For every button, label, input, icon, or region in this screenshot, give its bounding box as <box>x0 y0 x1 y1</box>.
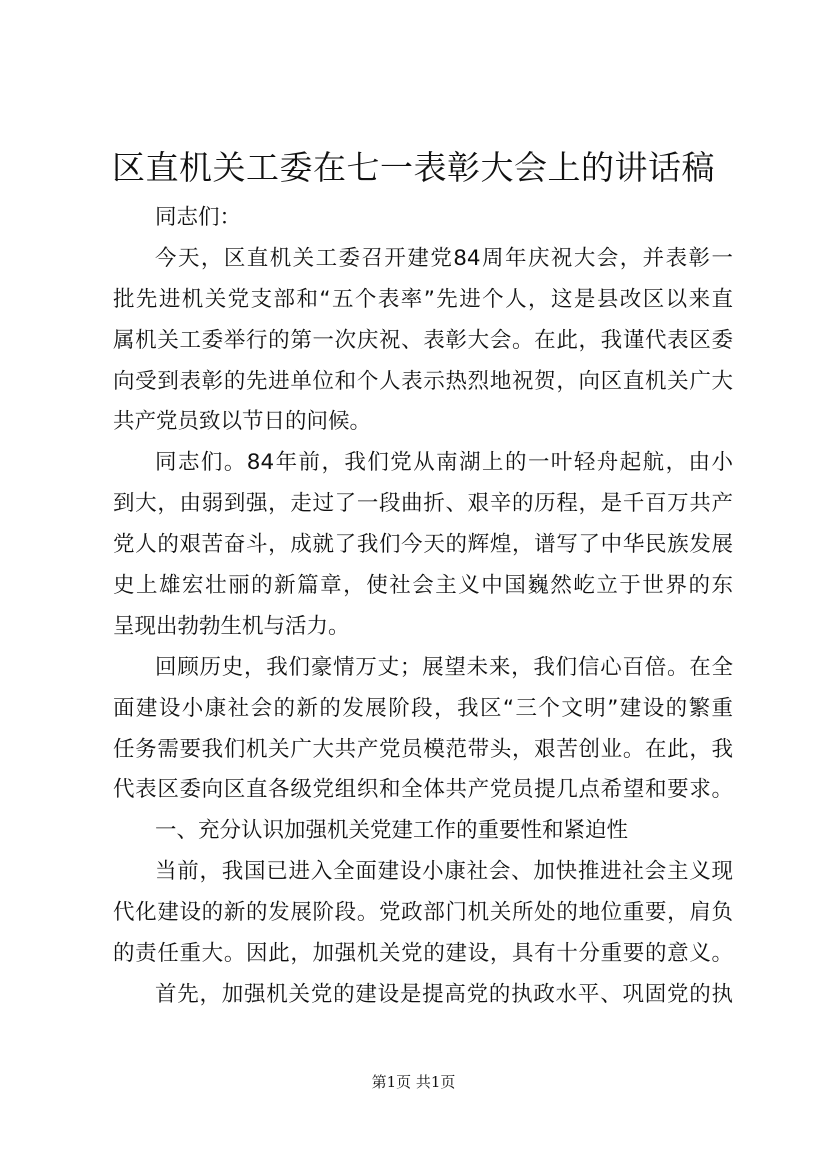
text-line: 代表区委向区直各级党组织和全体共产党员提几点希望和要求。 <box>113 777 733 803</box>
text-line: 面建设小康社会的新的发展阶段，我区“三个文明”建设的繁重 <box>113 695 733 721</box>
text-line: 回顾历史，我们豪情万丈；展望未来，我们信心百倍。在全 <box>155 654 733 680</box>
text-line: 同志们。84年前，我们党从南湖上的一叶轻舟起航，由小 <box>155 450 733 476</box>
text-line: 呈现出勃勃生机与活力。 <box>113 613 350 639</box>
text-line: 属机关工委举行的第一次庆祝、表彰大会。在此，我谨代表区委 <box>113 327 733 353</box>
document-body <box>113 198 733 1016</box>
text-line: 代化建设的新的发展阶段。党政部门机关所处的地位重要，肩负 <box>113 900 733 926</box>
text-line: 批先进机关党支部和“五个表率”先进个人，这是县改区以来直 <box>113 286 733 312</box>
text-line: 的责任重大。因此，加强机关党的建设，具有十分重要的意义。 <box>113 941 733 967</box>
document-title: 区直机关工委在七一表彰大会上的讲话稿 <box>112 148 715 187</box>
text-line: 首先，加强机关党的建设是提高党的执政水平、巩固党的执 <box>155 981 733 1007</box>
text-line: 当前，我国已进入全面建设小康社会、加快推进社会主义现 <box>155 859 733 885</box>
text-line: 到大，由弱到强，走过了一段曲折、艰辛的历程，是千百万共产 <box>113 491 733 517</box>
text-line: 一、充分认识加强机关党建工作的重要性和紧迫性 <box>155 818 629 844</box>
page-footer: 第1页 共1页 <box>371 1073 456 1091</box>
text-line: 共产党员致以节日的问候。 <box>113 409 372 435</box>
text-line: 向受到表彰的先进单位和个人表示热烈地祝贺，向区直机关广大 <box>113 368 733 394</box>
text-line: 同志们： <box>155 205 242 230</box>
text-line: 史上雄宏壮丽的新篇章，使社会主义中国巍然屹立于世界的东 <box>113 573 733 599</box>
text-line: 任务需要我们机关广大共产党员模范带头，艰苦创业。在此，我 <box>113 736 733 762</box>
text-line: 今天，区直机关工委召开建党84周年庆祝大会，并表彰一 <box>155 245 733 271</box>
text-line: 党人的艰苦奋斗，成就了我们今天的辉煌，谱写了中华民族发展 <box>113 532 733 558</box>
